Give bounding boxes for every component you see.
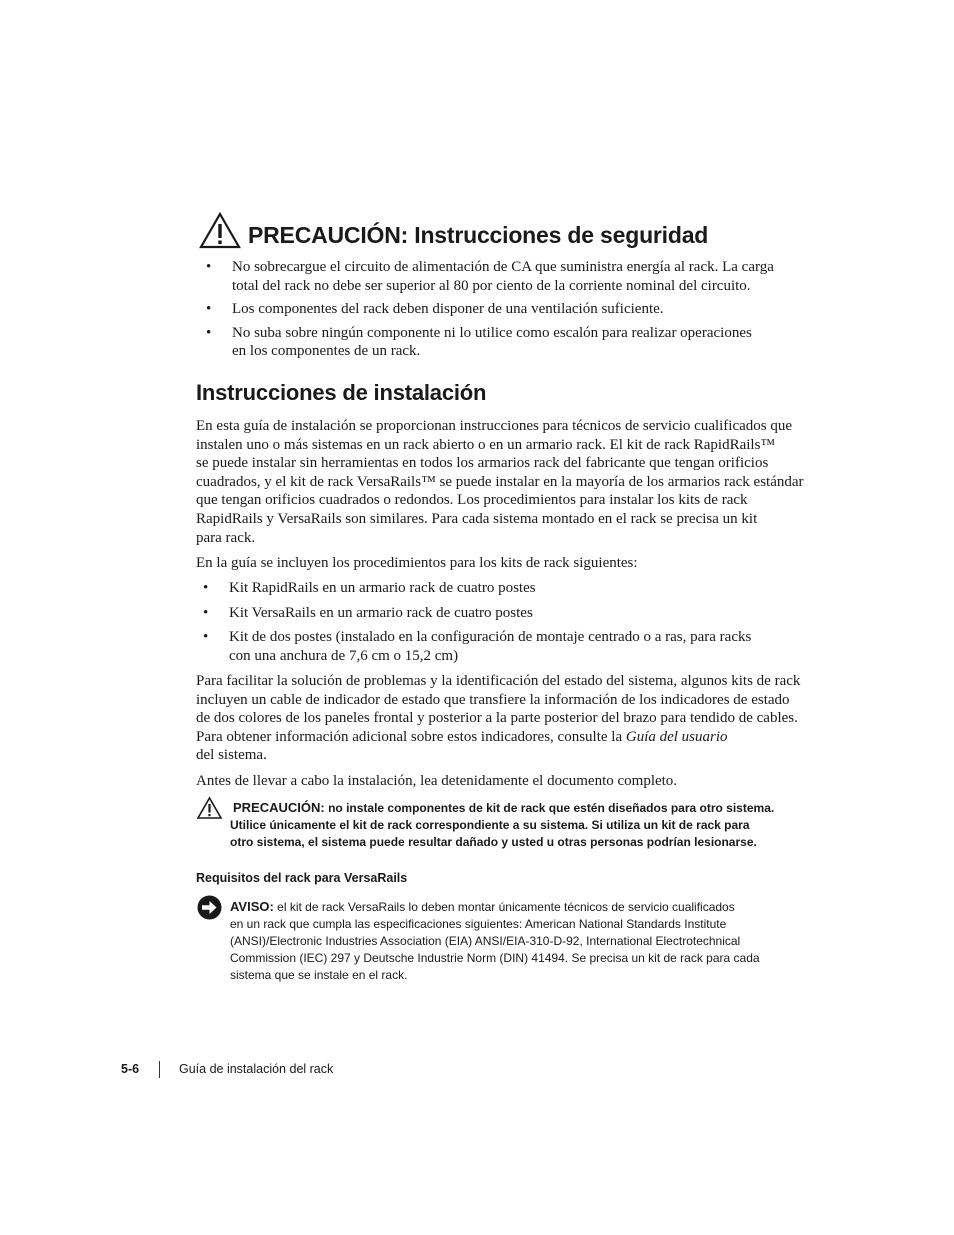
subsection-heading: Requisitos del rack para VersaRails — [196, 871, 408, 885]
footer-title: Guía de instalación del rack — [179, 1062, 334, 1076]
caution-triangle-icon — [196, 796, 223, 820]
user-guide-title: Guía del usuario — [625, 728, 728, 745]
kits-intro: En la guía se incluyen los procedimientos para los kits de rack siguientes: — [196, 555, 638, 571]
before-install-text: Antes de llevar a cabo la instalación, lea detenidamente el documento completo. — [196, 773, 678, 789]
list-item: • Los componentes del rack deben disponer de una ventilación suficiente. — [206, 301, 664, 317]
kit-bullet-list — [203, 579, 823, 665]
caution-note: PRECAUCIÓN: no instale componentes de kit de rack que estén diseñados para otro sistema. Utilice únicamente el kit de rack correspondiente a su sistema. Si utiliza un kit de rack para otro sistema, el sistema puede resultar dañado y usted u otras personas podrían lesionarse. — [230, 800, 775, 849]
notice-arrow-icon — [197, 895, 222, 920]
list-item: • Kit VersaRails en un armario rack de cuatro postes — [203, 604, 533, 621]
list-item: • No suba sobre ningún componente ni lo utilice como escalón para realizar operaciones en los componentes de un rack. — [206, 324, 752, 359]
section-heading: Instrucciones de instalación — [196, 380, 487, 405]
list-item: • Kit de dos postes (instalado en la configuración de montaje centrado o a ras, para racks con una anchura de 7,6 cm o 15,2 cm) — [203, 629, 752, 664]
intro-paragraph: En esta guía de instalación se proporcionan instrucciones para técnicos de servicio cualificados que instalen uno o más sistemas en un rack abierto o en un armario rack. El kit de rack RapidRails™ se puede instalar sin herramientas en todos los armarios rack del fabricante que tengan orificios cuadrados, y el kit de rack VersaRails™ se puede instalar en la mayoría de los armarios rack estándar que tengan orificios cuadrados o redondos. Los procedimientos para instalar los kits de rack RapidRails y VersaRails son similares. Para cada sistema montado en el rack se precisa un kit para rack. — [196, 418, 804, 546]
notice-note: AVISO: el kit de rack VersaRails lo deben montar únicamente técnicos de servicio cualificados en un rack que cumpla las especificaciones siguientes: American National Standards Institute (ANSI)/Electronic Industries Association (EIA) ANSI/EIA-310-D-92, International Electrotechnical Commission (IEC) 297 y Deutsche Industrie Norm (DIN) 41494. Se precisa un kit de rack para cada sistema que se instale en el rack. — [230, 899, 760, 982]
status-paragraph: Para facilitar la solución de problemas y la identificación del estado del sistema, algunos kits de rack incluyen un cable de indicador de estado que transfiere la información de los indicadores de estado de dos colores de los paneles frontal y posterior a la parte posterior del brazo para tendido de cables. Para obtener información adicional sobre estos indicadores, consulte la Guía del usuario del sistema. — [196, 673, 801, 764]
list-item: • Kit RapidRails en un armario rack de cuatro postes — [203, 580, 536, 596]
footer-divider — [159, 1061, 160, 1078]
page-number: 5-6 — [121, 1062, 140, 1076]
list-item: • No sobrecargue el circuito de alimentación de CA que suministra energía al rack. La carga total del rack no debe ser superior al 80 por ciento de la corriente nominal del circuito. — [206, 259, 774, 294]
notice-label: AVISO: — [230, 899, 274, 914]
caution-label: PRECAUCIÓN: — [233, 800, 325, 815]
safety-bullet-list — [206, 258, 826, 361]
safety-heading: PRECAUCIÓN: Instrucciones de seguridad — [248, 222, 709, 248]
warning-triangle-icon — [198, 211, 242, 250]
